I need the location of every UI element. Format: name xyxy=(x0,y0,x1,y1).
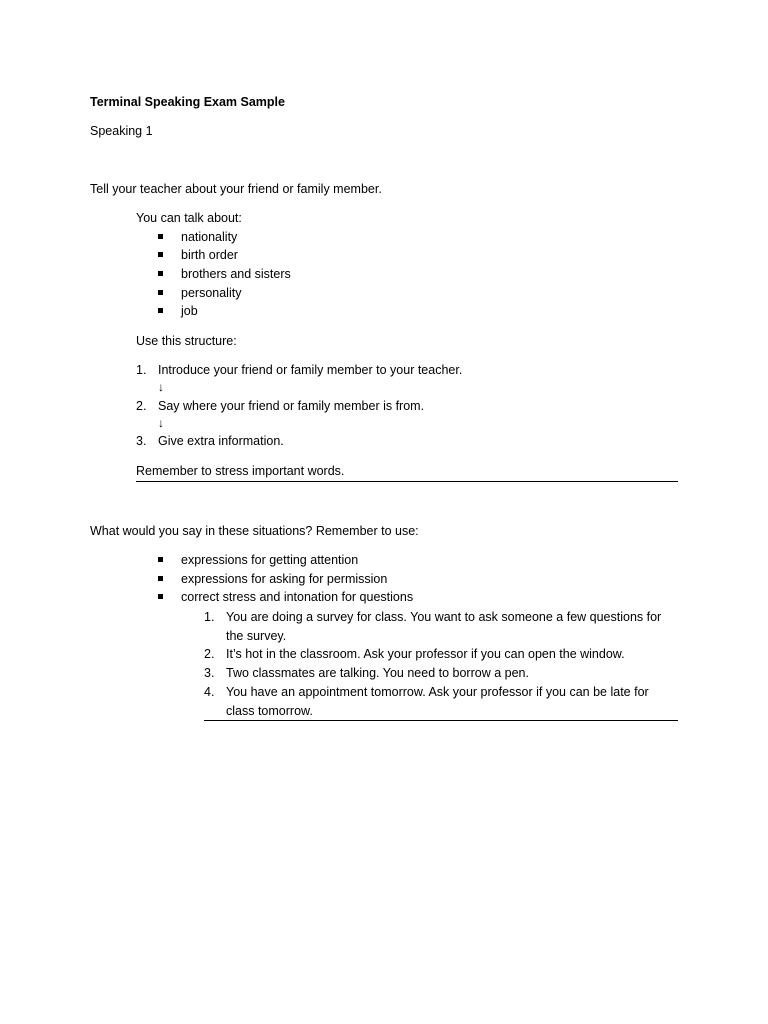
page-title: Terminal Speaking Exam Sample xyxy=(90,95,285,109)
bullet-icon xyxy=(158,271,163,276)
bullet-icon xyxy=(158,234,163,239)
talk-about-label: You can talk about: xyxy=(136,211,242,225)
bullet-icon xyxy=(158,594,163,599)
bullet-icon xyxy=(158,576,163,581)
section-heading: Speaking 1 xyxy=(90,124,153,138)
arrow-down-icon: ↓ xyxy=(158,416,164,430)
bullet-icon xyxy=(158,252,163,257)
bullet-icon xyxy=(158,308,163,313)
divider xyxy=(204,720,678,721)
structure-label: Use this structure: xyxy=(136,334,237,348)
bullet-icon xyxy=(158,557,163,562)
part2-prompt: What would you say in these situations? Remember to use: xyxy=(90,524,419,538)
bullet-icon xyxy=(158,290,163,295)
divider xyxy=(136,481,678,482)
part1-prompt: Tell your teacher about your friend or family member. xyxy=(90,182,382,196)
arrow-down-icon: ↓ xyxy=(158,380,164,394)
reminder-text: Remember to stress important words. xyxy=(136,464,345,478)
